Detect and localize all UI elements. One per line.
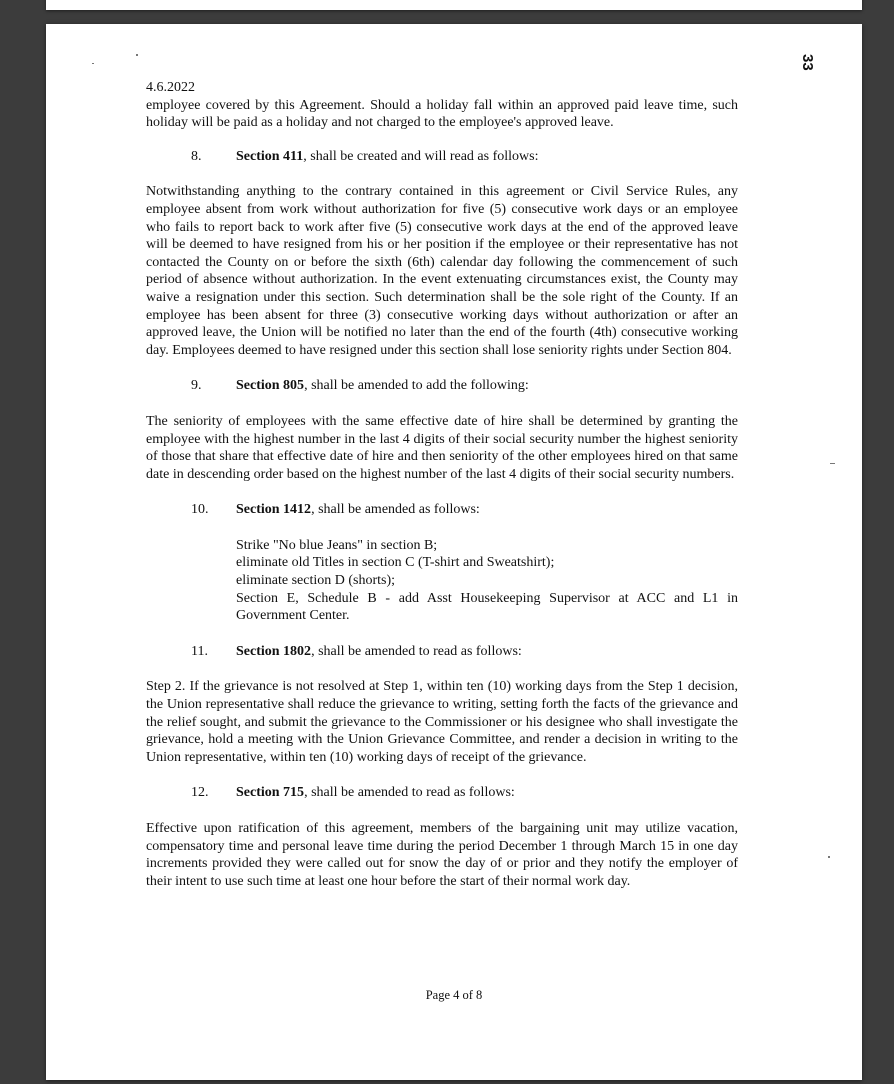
page-footer: Page 4 of 8 <box>425 988 483 1002</box>
section-number: 8. <box>191 148 202 164</box>
scan-speck <box>828 856 830 858</box>
section-instruction: , shall be amended as follows: <box>311 502 480 518</box>
document-body <box>146 79 738 890</box>
section-title: Section 1412 <box>236 502 312 518</box>
section-instruction: , shall be amended to add the following: <box>304 378 529 394</box>
section-instruction: , shall be amended to read as follows: <box>304 785 515 801</box>
section-heading-8 <box>146 148 738 166</box>
scan-speck <box>92 63 94 64</box>
section-715-text: Effective upon ratification of this agreement, members of the bargaining unit may utilize vacation, compensatory time and personal leave time during the period December 1 through March 15 in one day increments provided they were called out for snow the day of or prior and they notify the employer of their intent to use such time at least one hour before the start of their normal work day. <box>146 821 738 889</box>
section-1412-list <box>146 537 738 625</box>
section-instruction: , shall be created and will read as follows: <box>303 148 539 164</box>
document-date: 4.6.2022 <box>146 80 195 95</box>
section-number: 10. <box>191 502 209 518</box>
section-number: 11. <box>191 643 208 659</box>
list-item: eliminate old Titles in section C (T-shirt and Sweatshirt); <box>236 555 555 571</box>
section-heading-12 <box>146 784 738 802</box>
section-instruction: , shall be amended to read as follows: <box>311 643 522 659</box>
previous-page-edge <box>46 0 862 10</box>
section-number: 9. <box>191 378 202 394</box>
intro-paragraph: employee covered by this Agreement. Should a holiday fall within an approved paid leave time, such holiday will be paid as a holiday and not charged to the employee's approved leave. <box>146 97 738 131</box>
scan-speck <box>136 54 138 56</box>
section-heading-9 <box>146 377 738 395</box>
list-item: Section E, Schedule B - add Asst Housekeeping Supervisor at ACC and L1 in Government Center. <box>236 590 738 624</box>
section-title: Section 1802 <box>236 643 312 659</box>
section-1802-text: Step 2. If the grievance is not resolved at Step 1, within ten (10) working days from the Step 1 decision, the Union representative shall reduce the grievance to writing, setting forth the facts of the grievance and the relief sought, and submit the grievance to the Commissioner or his designee who shall investigate the grievance, hold a meeting with the Union Grievance Committee, and render a decision in writing to the Union representative, within ten (10) working days of receipt of the grievance. <box>146 679 738 765</box>
section-411-text: Notwithstanding anything to the contrary contained in this agreement or Civil Service Rules, any employee absent from work without authorization for five (5) consecutive work days or an employee who fails to report back to work after five (5) consecutive work days at the end of the approved leave will be deemed to have resigned from his or her position if the employee or their representative has not contacted the County on or before the sixth (6th) calendar day following the commencement of such period of absence without authorization. In the event extenuating circumstances exist, the County may waive a resignation under this section. Such determination shall be the sole right of the County. If an employee has been absent for three (3) consecutive working days without authorization or after an approved leave, the Union will be notified no later than the end of the fourth (4th) consecutive working day. Employees deemed to have resigned under this section shall lose seniority rights under Section 804. <box>146 184 738 358</box>
section-title: Section 805 <box>236 378 305 394</box>
scan-speck <box>830 463 835 464</box>
list-item: Strike "No blue Jeans" in section B; <box>236 537 438 553</box>
section-heading-11 <box>146 643 738 661</box>
section-title: Section 715 <box>236 785 305 801</box>
page-stamp-number: 33 <box>799 54 816 71</box>
section-heading-10 <box>146 501 738 519</box>
section-title: Section 411 <box>236 148 304 164</box>
section-number: 12. <box>191 785 209 801</box>
list-item: eliminate section D (shorts); <box>236 573 396 589</box>
document-page <box>46 24 862 1080</box>
section-805-text: The seniority of employees with the same effective date of hire shall be determined by granting the employee with the highest number in the last 4 digits of their social security number the highest seniority of those that share that effective date of hire and then seniority of the other employees hired on that same date in descending order based on the highest number of the last 4 digits of their social security numbers. <box>146 413 738 482</box>
